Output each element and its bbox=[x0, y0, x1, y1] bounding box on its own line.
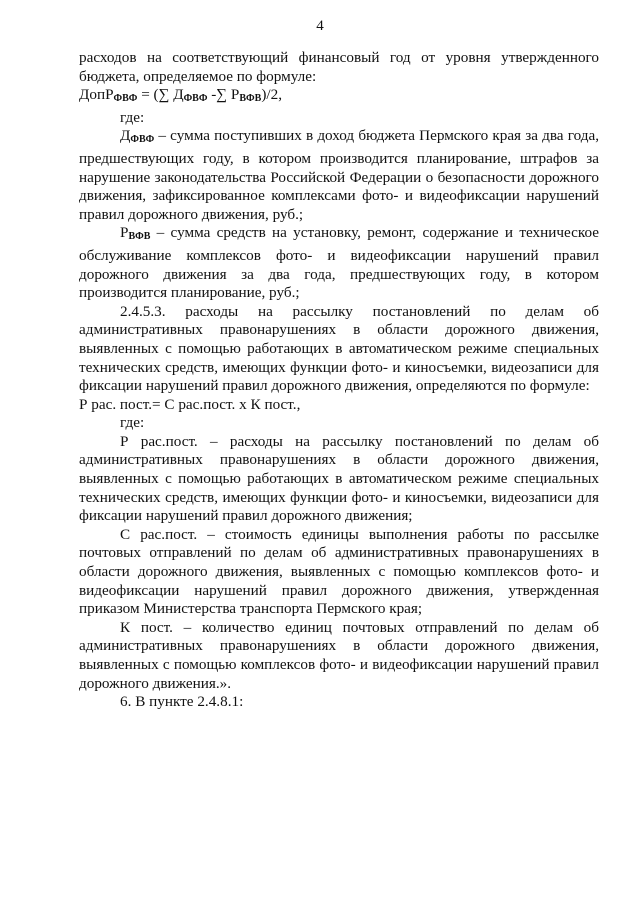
definition-k-post: К пост. – количество единиц почтовых отправлений по делам об административных правонарушениях в области дорожного движения, выявленных с помощью комплексов фото- и видеофиксации нарушений правил дорожного движения.». bbox=[79, 618, 599, 692]
where-label-2: где: bbox=[120, 414, 145, 432]
definition-r-vfv: $Р_{ВФВ}$ – сумма средств на установку, ремонт, содержание и техническое обслуживание комплексов фото- и видеофиксации нарушений правил дорожного движения за два года, предшествующих году, в котором производится планирование, руб.; bbox=[79, 224, 599, 302]
formula-dop: ДопР$_{ФВФ}$ = (∑ $Д_{ФВФ}$ -∑ $Р_{ВФВ})/2$, bbox=[79, 86, 282, 105]
definition-c-ras-post: С рас.пост. – стоимость единицы выполнения работы по рассылке почтовых отправлений по делам об административных правонарушениях в области дорожного движения, выявленных с помощью комплексов фото- и видеофиксации нарушений правил дорожного движения, утвержденная приказом Министерства транспорта Пермского края; bbox=[79, 525, 599, 618]
item-6: 6. В пункте 2.4.8.1: bbox=[120, 693, 244, 711]
definition-p-ras-post: Р рас.пост. – расходы на рассылку постановлений по делам об административных правонарушениях в области дорожного движения, выявленных с помощью работающих в автоматическом режиме специальных технических средств, имеющих функции фото- и киносъемки, видеозаписи для фиксации нарушений правил дорожного движения; bbox=[79, 432, 599, 525]
document-body bbox=[79, 49, 599, 712]
formula-rassylka: Р рас. пост.= С рас.пост. х К пост., bbox=[79, 395, 301, 413]
where-label-1: где: bbox=[120, 108, 145, 126]
paragraph-2-4-5-3: 2.4.5.3. расходы на рассылку постановлений по делам об административных правонарушениях в области дорожного движения, выявленных с помощью работающих в автоматическом режиме специальных технических средств, имеющих функции фото- и киносъемки, видеозаписи для фиксации нарушений правил дорожного движения, определяются по формуле: bbox=[79, 302, 599, 395]
definition-d-fvf: $Д_{ФВФ}$ – сумма поступивших в доход бюджета Пермского края за два года, предшествующих году, в котором производится планирование, штрафов за нарушение законодательства Российской Федерации о безопасности дорожного движения, зафиксированное комплексами фото- и видеофиксации нарушений правил дорожного движения, руб.; bbox=[79, 127, 599, 223]
page-number: 4 bbox=[316, 18, 324, 34]
paragraph-intro: расходов на соответствующий финансовый год от уровня утвержденного бюджета, определяемое по формуле: bbox=[79, 49, 599, 85]
